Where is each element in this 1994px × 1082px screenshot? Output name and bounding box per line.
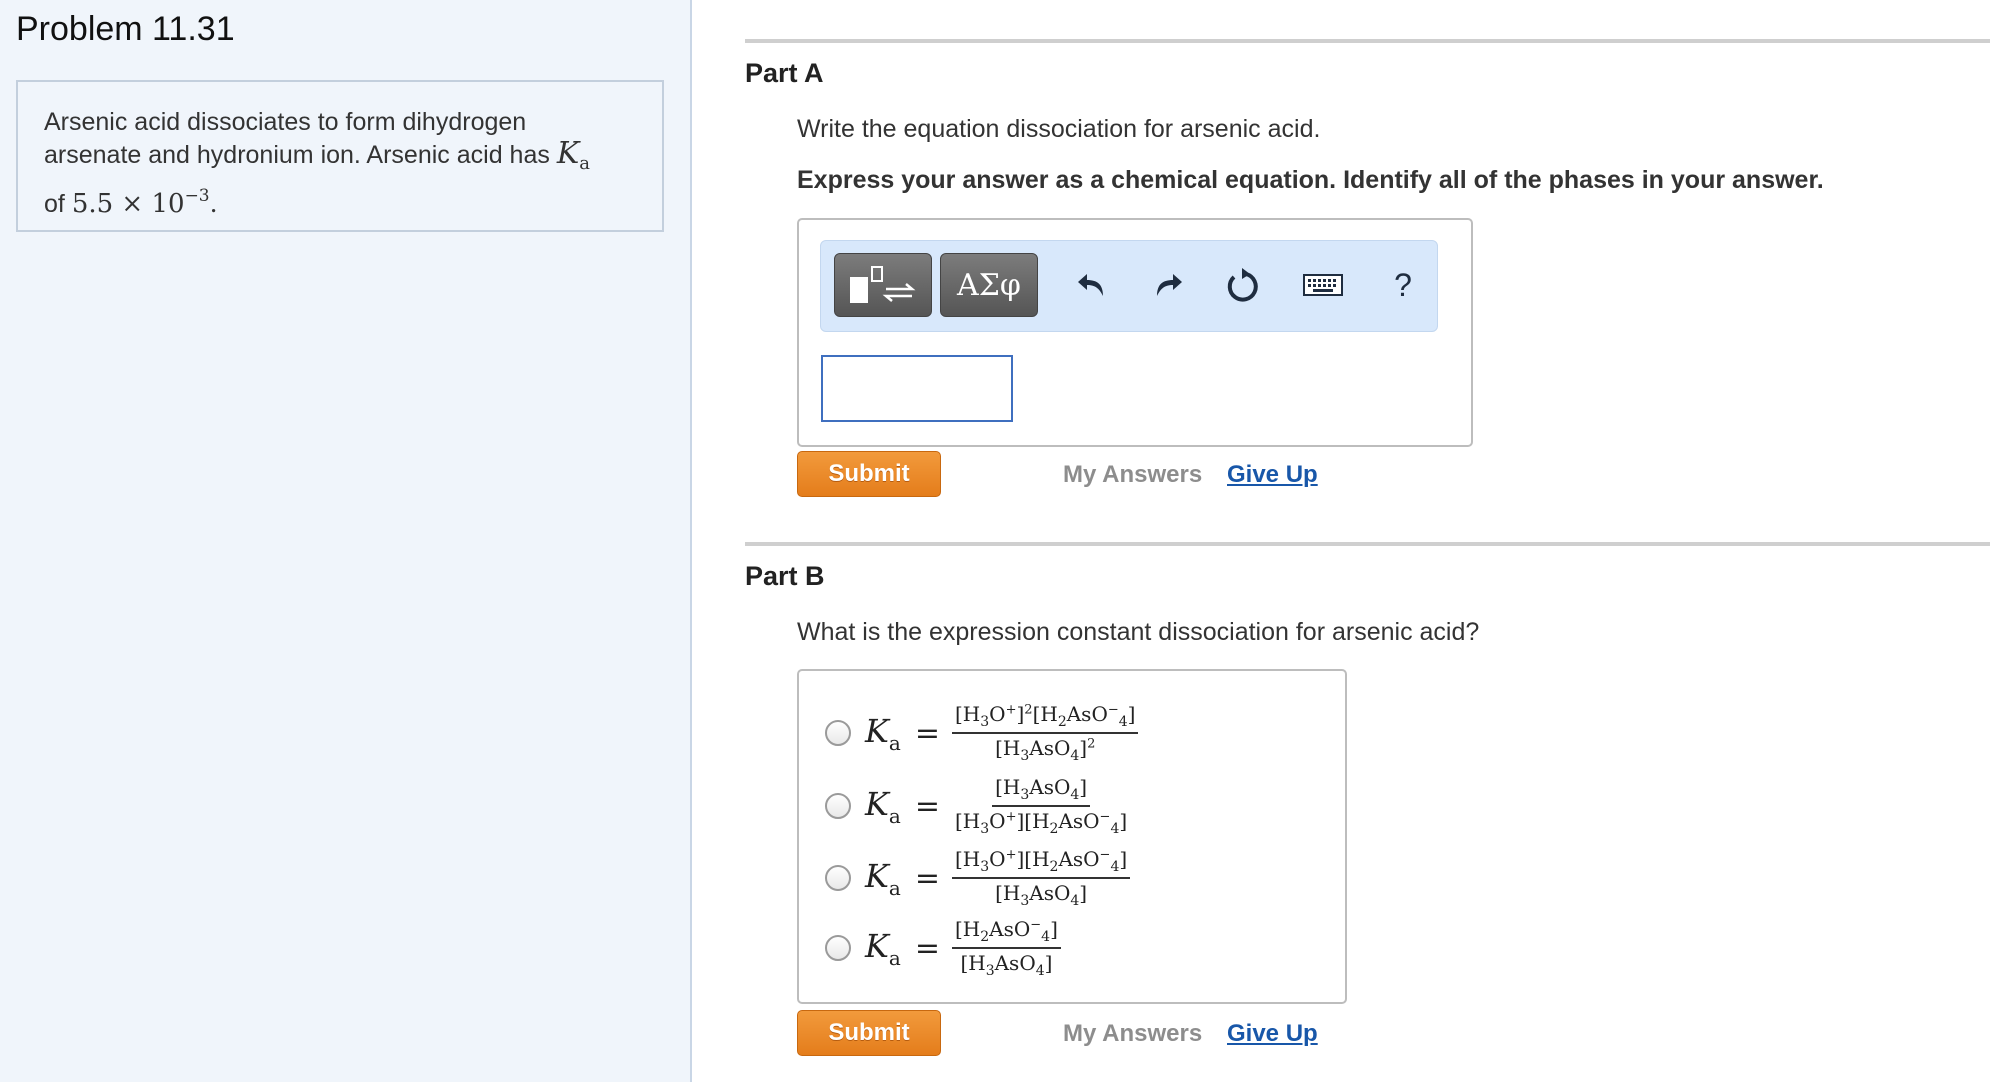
part-b-submit-button[interactable]: Submit [797,1010,941,1056]
choice-3-lhs: $K_a$ [865,856,901,900]
choice-3[interactable]: $K_a$ = $\frac{[H_3O^+][H_2AsO^-_4]}{[H_3AsO_4]}$ [825,845,1130,911]
answer-editor [797,218,1473,447]
problem-statement: Arsenic acid dissociates to form dihydrogen arsenate and hydronium ion. Arsenic acid has $K_a$ of $5.5 \times 10^{-3}$. [16,80,664,232]
problem-title: Problem 11.31 [16,10,235,48]
part-b-divider [745,542,1990,546]
choice-1-lhs: $K_a$ [865,711,901,755]
part-a-my-answers-link[interactable]: My Answers [1063,461,1203,488]
help-button[interactable]: ? [1394,266,1412,303]
undo-icon[interactable] [1068,261,1116,309]
problem-text-line1: Arsenic acid dissociates to form dihydrogen [44,108,527,136]
part-b-give-up-link[interactable]: Give Up [1227,1020,1318,1047]
redo-icon[interactable] [1144,261,1192,309]
radio-button[interactable] [825,720,851,746]
radio-button[interactable] [825,935,851,961]
part-a-title: Part A [745,58,824,88]
problem-sidebar [0,0,692,1082]
math-toolbar [820,240,1438,332]
part-b-title: Part B [745,561,825,591]
problem-text-line2: arsenate and hydronium ion. Arsenic acid has [44,141,550,169]
part-a-give-up-link[interactable]: Give Up [1227,461,1318,488]
part-a-submit-button[interactable]: Submit [797,451,941,497]
ka-subscript: a [579,153,590,174]
template-button[interactable] [834,253,932,317]
part-a-question: Write the equation dissociation for arsenic acid. [797,115,1321,143]
radio-button[interactable] [825,865,851,891]
ka-exponent: −3 [184,186,210,206]
problem-text-of: of [44,190,65,218]
choice-2[interactable]: $K_a$ = $\frac{[H_3AsO_4]}{[H_3O^+][H_2AsO^-_4]}$ [825,773,1130,839]
choice-3-fraction: $\frac{[H_3O^+][H_2AsO^-_4]}{[H_3AsO_4]}$ [952,847,1130,909]
choice-1-fraction: $\frac{[H_3O^+]^2[H_2AsO^-_4]}{[H_3AsO_4]^2}$ [952,702,1139,764]
choice-2-fraction: $\frac{[H_3AsO_4]}{[H_3O^+][H_2AsO^-_4]}$ [954,775,1128,837]
choice-1[interactable]: $K_a$ = $\frac{[H_3O^+]^2[H_2AsO^-_4]}{[H_3AsO_4]^2}$ [825,700,1138,766]
part-b-question: What is the expression constant dissociation for arsenic acid? [797,618,1480,646]
radio-button[interactable] [825,793,851,819]
choice-2-lhs: $K_a$ [865,784,901,828]
ka-symbol: K [556,136,580,171]
part-a-divider [745,39,1990,43]
reset-icon[interactable] [1219,261,1267,309]
choice-4-lhs: $K_a$ [865,926,901,970]
template-reaction-arrow-icon [848,263,918,307]
part-a-instruction: Express your answer as a chemical equation. Identify all of the phases in your answer. [797,166,1824,194]
equation-input[interactable] [821,355,1013,422]
keyboard-icon[interactable] [1297,261,1349,309]
part-b-my-answers-link[interactable]: My Answers [1063,1020,1203,1047]
greek-symbols-button[interactable]: ΑΣφ [940,253,1038,317]
ka-value: 5.5 × 10 [71,189,185,219]
choice-4[interactable]: $K_a$ = $\frac{[H_2AsO^-_4]}{[H_3AsO_4]}$ [825,915,1061,981]
choice-list [797,669,1347,1004]
choice-4-fraction: $\frac{[H_2AsO^-_4]}{[H_3AsO_4]}$ [952,917,1061,979]
